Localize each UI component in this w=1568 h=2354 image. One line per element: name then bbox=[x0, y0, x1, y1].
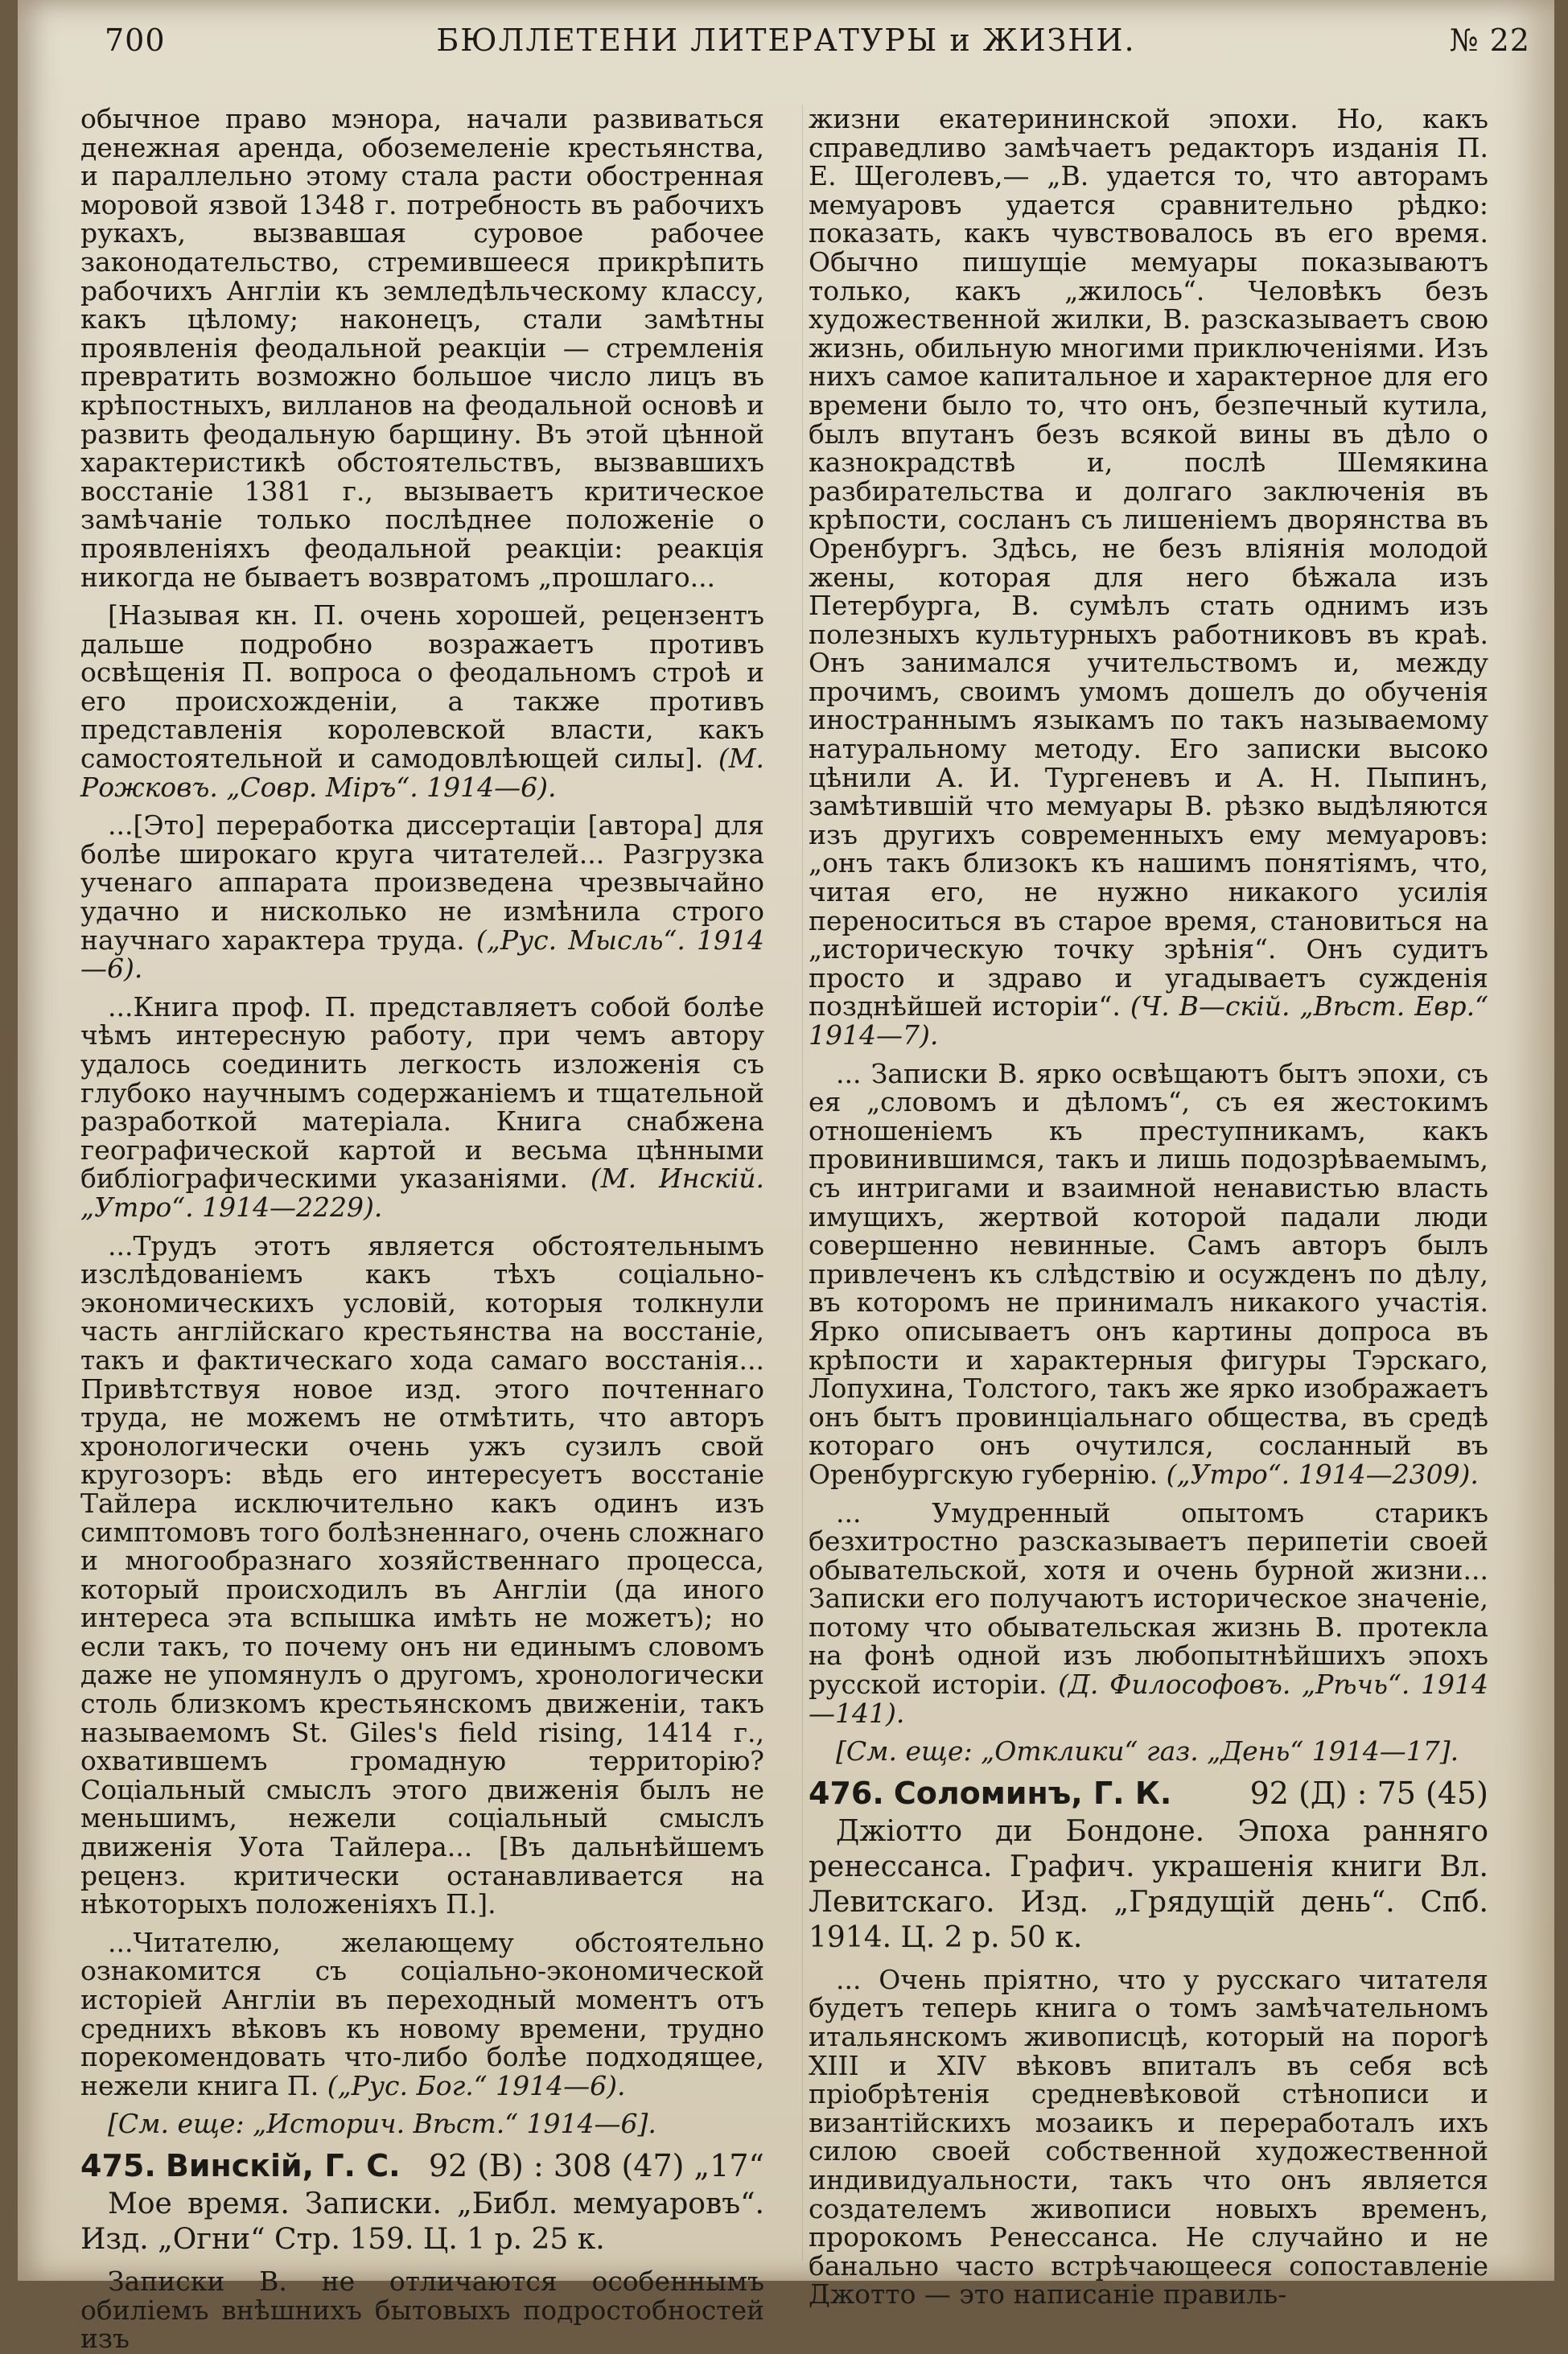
entry-number: 475. bbox=[80, 2147, 156, 2183]
issue-number: № 22 bbox=[1449, 23, 1530, 58]
review-citation: („Утро“. 1914—2309). bbox=[1166, 1458, 1479, 1490]
entry-author: Соломинъ, Г. К. bbox=[893, 1775, 1172, 1811]
review-text: [Называя кн. П. очень хорошей, рецензентъ дальше подробно возражаетъ противъ освѣщенія П. вопроса о феодальномъ строѣ и его происхожденіи, а также противъ представленія королевской власти, какъ самостоятельной и самодовлѣющей силы]. bbox=[80, 599, 764, 775]
review-text: ...Книга проф. П. представляетъ собой болѣе чѣмъ интересную работу, при чемъ автору удалось соединить легкость изложенія съ глубоко научнымъ содержаніемъ и тщательной разработкой матеріала. Книга снабжена географической картой и весьма цѣнными библіографическими указаніями. bbox=[80, 990, 764, 1195]
running-title: БЮЛЛЕТЕНИ ЛИТЕРАТУРЫ и ЖИЗНИ. bbox=[436, 23, 1136, 58]
see-also-note: [См. еще: „Историч. Вѣст.“ 1914—6]. bbox=[108, 2108, 656, 2140]
entry-heading-476 bbox=[809, 1776, 1488, 1811]
entry-author: Винскій, Г. С. bbox=[165, 2147, 401, 2183]
review-paragraph bbox=[809, 1057, 1488, 1490]
left-column bbox=[80, 103, 764, 2354]
see-also-note: [См. еще: „Отклики“ газ. „День“ 1914—17]. bbox=[836, 1735, 1459, 1768]
review-text: жизни екатерининской эпохи. Но, какъ справедливо замѣчаетъ редакторъ изданія П. Е. Щеголевъ,— „В. удается то, что авторамъ мемуаровъ удается сравнительно рѣдко: показать, какъ чувствовалось въ его время. Обычно пишущіе мемуары показываютъ только, какъ „жилось“. Человѣкъ безъ художественной жилки, В. разсказываетъ свою жизнь, обильную многими приключеніями. Изъ нихъ самое капитальное и характерное для его времени было то, что онъ, безпечный кутила, былъ впутанъ безъ всякой вины въ дѣло о казнокрадствѣ и, послѣ Шемякина разбирательства и долгаго заключенія въ крѣпости, сосланъ съ лишеніемъ дворянства въ Оренбургъ. Здѣсь, не безъ вліянія молодой жены, которая для него бѣжала изъ Петербурга, В. сумѣлъ стать однимъ изъ полезныхъ культурныхъ работниковъ въ краѣ. Онъ занимался учительствомъ и, между прочимъ, своимъ умомъ дошелъ до обученія иностраннымъ языкамъ по такъ называемому натуральному методу. Его записки высоко цѣнили А. И. Тургеневъ и А. Н. Пыпинъ, замѣтившій что мемуары В. рѣзко выдѣляются изъ другихъ современныхъ ему мемуаровъ: „онъ такъ близокъ къ нашимъ понятіямъ, что, читая его, не нужно никакого усилія переноситься въ старое время, становиться на „историческую точку зрѣнія“. Онъ судитъ просто и здраво и угадываетъ сужденія позднѣйшей исторіи“. bbox=[809, 103, 1488, 1023]
review-citation: („Рус. Бог.“ 1914—6). bbox=[327, 2069, 626, 2101]
entry-heading-475 bbox=[80, 2148, 764, 2183]
review-citation: („Рус. Мысль“. 1914—6). bbox=[80, 924, 764, 985]
page-header bbox=[18, 23, 1554, 71]
review-paragraph bbox=[80, 990, 764, 1223]
review-paragraph: ... Очень пріятно, что у русскаго читателя будетъ теперь книга о томъ замѣчательномъ итальянскомъ живописцѣ, который на порогѣ XIII и XIV вѣковъ впиталъ въ себя всѣ пріобрѣтенія средневѣковой стѣнописи и византійскихъ мозаикъ и переработалъ ихъ силою своей собственной художественной индивидуальности, такъ что онъ является создателемъ живописи новыхъ временъ, пророкомъ Ренессанса. Не случайно и не банально часто встрѣчающееся сопоставленіе Джотто — это написаніе правиль- bbox=[809, 1963, 1488, 2311]
review-paragraph bbox=[80, 811, 764, 983]
entry-classification: 92 (В) : 308 (47) „17“ bbox=[428, 2147, 764, 2183]
book-page bbox=[18, 0, 1554, 2354]
review-text: ...Читателю, желающему обстоятельно ознакомится съ соціально-экономической исторіей Англіи въ переходный моментъ отъ среднихъ вѣковъ къ новому времени, трудно порекомендовать что-либо болѣе подходящее, нежели книга П. bbox=[80, 1926, 764, 2101]
review-citation: (Ч. В—скій. „Вѣст. Евр.“ 1914—7). bbox=[809, 990, 1488, 1051]
review-paragraph bbox=[80, 601, 764, 801]
review-paragraph bbox=[809, 1496, 1488, 1729]
review-text: ... Умудренный опытомъ старикъ безхитростно разсказываетъ перипетіи своей обывательской, хотя и очень бурной жизни... Записки его получаютъ историческое значеніе, потому что обывательская жизнь В. протекла на фонѣ одной изъ любопытнѣйшихъ эпохъ русской исторіи. bbox=[809, 1496, 1488, 1701]
entry-description: Мое время. Записки. „Библ. мемуаровъ“. Изд. „Огни“ Стр. 159. Ц. 1 р. 25 к. bbox=[80, 2187, 764, 2256]
review-paragraph: ...Трудъ этотъ является обстоятельнымъ изслѣдованіемъ какъ тѣхъ соціально-экономическихъ условій, которыя толкнули часть англійскаго крестьянства на восстаніе, такъ и фактическаго хода самаго восстанія... Привѣтствуя новое изд. этого почтеннаго труда, не можемъ не отмѣтить, что авторъ хронологически очень ужъ сузилъ свой кругозоръ: вѣдь его интересуетъ восстаніе Тайлера исключительно какъ одинъ изъ симптомовъ того болѣзненнаго, очень сложнаго и многообразнаго хозяйственнаго процесса, который происходилъ въ Англіи (да иного интереса эта вспышка имѣть не можетъ); но если такъ, то почему онъ ни единымъ словомъ даже не упомянулъ о другомъ, хронологически столь близкомъ крестьянскомъ движеніи, такъ называемомъ St. Giles's field rising, 1414 г., охватившемъ громадную территорію? Соціальный смыслъ этого движенія былъ не меньшимъ, нежели соціальный смыслъ движенія Уота Тайлера... [Въ дальнѣйшемъ реценз. критически останавливается на нѣкоторыхъ положеніяхъ П.]. bbox=[80, 1229, 764, 1920]
review-text: ...[Это] переработка диссертаціи [автора] для болѣе широкаго круга читателей... Разгрузка ученаго аппарата произведена чрезвычайно удачно и нисколько не измѣнила строго научнаго характера труда. bbox=[80, 809, 764, 956]
review-citation: (М. Инскій. „Утро“. 1914—2229). bbox=[80, 1163, 764, 1223]
entry-number: 476. bbox=[809, 1775, 884, 1811]
right-column bbox=[809, 103, 1488, 2311]
entry-description: Джіотто ди Бондоне. Эпоха ранняго ренессанса. Графич. украшенія книги Вл. Левитскаго. Изд. „Грядущій день“. Спб. 1914. Ц. 2 р. 50 к. bbox=[809, 1814, 1488, 1954]
review-citation: (Д. Философовъ. „Рѣчь“. 1914—141). bbox=[809, 1669, 1488, 1729]
review-paragraph bbox=[809, 105, 1488, 1050]
page-number: 700 bbox=[105, 23, 166, 58]
review-paragraph bbox=[80, 1928, 764, 2101]
review-paragraph: Записки В. не отличаются особеннымъ обиліемъ внѣшнихъ бытовыхъ подростобностей изъ bbox=[80, 2265, 764, 2354]
review-text: ... Записки В. ярко освѣщаютъ бытъ эпохи, съ ея „словомъ и дѣломъ“, съ ея жестокимъ отношеніемъ къ преступникамъ, какъ провинившимся, такъ и лишь подозрѣваемымъ, съ интригами и взаимной ненавистью власть имущихъ, жертвой которой падали люди совершенно невинные. Самъ авторъ былъ привлеченъ къ слѣдствію и осужденъ по дѣлу, въ которомъ не принималъ никакого участія. Ярко описываетъ онъ картины допроса въ крѣпости и характерныя фигуры Тэрскаго, Лопухина, Толстого, такъ же ярко изображаетъ онъ бытъ провинціальнаго общества, въ средѣ котораго онъ очутился, сосланный въ Оренбургскую губернію. bbox=[809, 1057, 1488, 1490]
entry-classification: 92 (Д) : 75 (45) bbox=[1249, 1775, 1488, 1811]
column-gutter bbox=[802, 105, 803, 2261]
review-citation: (М. Рожковъ. „Совр. Міръ“. 1914—6). bbox=[80, 743, 764, 803]
review-paragraph: обычное право мэнора, начали развиваться денежная аренда, обоземеленіе крестьянства, и параллельно этому стала расти обостренная моровой язвой 1348 г. потребность въ рабочихъ рукахъ, вызвавшая суровое рабочее законодательство, стремившееся прикрѣпить рабочихъ Англіи къ земледѣльческому классу, какъ цѣлому; наконецъ, стали замѣтны проявленія феодальной реакціи — стремленія превратить возможно большое число лицъ въ крѣпостныхъ, вилланов на феодальной основѣ и развить феодальную барщину. Въ этой цѣнной характеристикѣ обстоятельствъ, вызвавшихъ восстаніе 1381 г., вызываетъ критическое замѣчаніе только послѣднее положеніе о проявленіяхъ феодальной реакціи: реакція никогда не бываетъ возвратомъ „прошлаго... bbox=[80, 103, 764, 593]
